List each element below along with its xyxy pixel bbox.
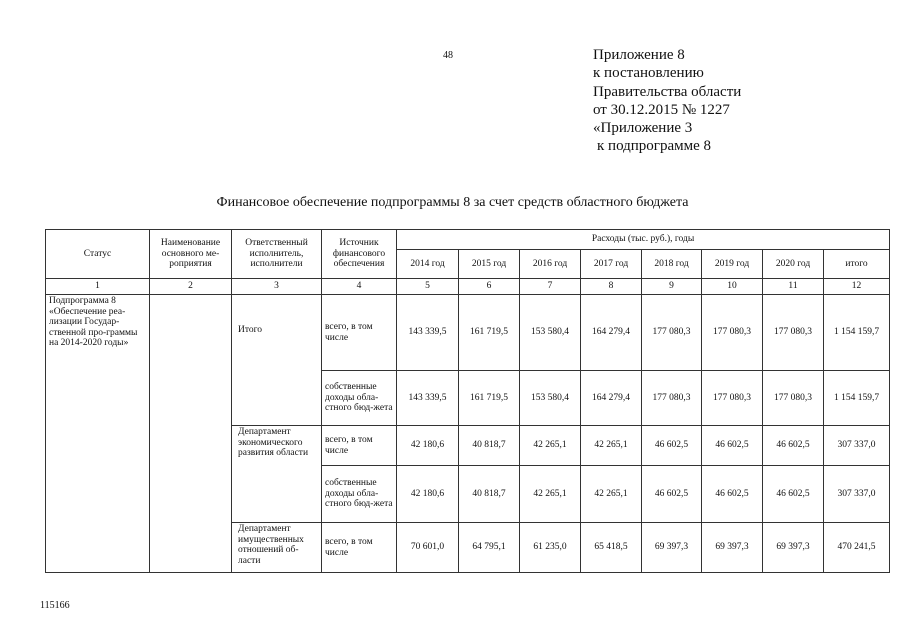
value-cell: 46 602,5 <box>702 466 763 523</box>
value-cell: 64 795,1 <box>459 523 520 573</box>
status-cell: Подпрограмма 8 «Обеспечение реа-лизации Государ-ственной про-граммы на 2014-2020 годы» <box>46 295 150 573</box>
value-cell: 46 602,5 <box>702 426 763 466</box>
value-cell: 177 080,3 <box>702 371 763 426</box>
financing-table <box>45 229 890 573</box>
header-responsible: Ответственный исполнитель, исполнители <box>232 230 322 279</box>
column-number: 5 <box>397 279 459 295</box>
value-cell: 46 602,5 <box>642 426 702 466</box>
column-number: 3 <box>232 279 322 295</box>
table-row <box>46 295 890 371</box>
appendix-line: к постановлению <box>593 65 704 82</box>
measure-cell <box>150 295 232 573</box>
value-cell: 46 602,5 <box>763 426 824 466</box>
header-total: итого <box>824 250 890 279</box>
total-cell: 470 241,5 <box>824 523 890 573</box>
header-measure: Наименование основного ме-роприятия <box>150 230 232 279</box>
column-number-row <box>46 279 890 295</box>
value-cell: 40 818,7 <box>459 426 520 466</box>
column-number: 10 <box>702 279 763 295</box>
column-number: 7 <box>520 279 581 295</box>
value-cell: 46 602,5 <box>642 466 702 523</box>
column-number: 4 <box>322 279 397 295</box>
header-source: Источник финансового обеспечения <box>322 230 397 279</box>
value-cell: 153 580,4 <box>520 295 581 371</box>
column-number: 9 <box>642 279 702 295</box>
appendix-line: Приложение 8 <box>593 47 685 63</box>
value-cell: 42 265,1 <box>520 426 581 466</box>
appendix-line: к подпрограмме 8 <box>597 138 711 155</box>
responsible-cell: Департамент экономического развития области <box>232 426 322 523</box>
value-cell: 69 397,3 <box>763 523 824 573</box>
value-cell: 177 080,3 <box>642 295 702 371</box>
source-cell: собственные доходы обла-стного бюд-жета <box>322 371 397 426</box>
value-cell: 143 339,5 <box>397 371 459 426</box>
header-year: 2019 год <box>702 250 763 279</box>
value-cell: 177 080,3 <box>763 295 824 371</box>
document-code: 115166 <box>40 600 70 611</box>
header-status: Статус <box>46 230 150 279</box>
value-cell: 61 235,0 <box>520 523 581 573</box>
total-cell: 307 337,0 <box>824 426 890 466</box>
value-cell: 161 719,5 <box>459 295 520 371</box>
value-cell: 42 265,1 <box>520 466 581 523</box>
appendix-line: Правительства области <box>593 83 742 100</box>
value-cell: 164 279,4 <box>581 371 642 426</box>
value-cell: 177 080,3 <box>642 371 702 426</box>
column-number: 11 <box>763 279 824 295</box>
column-number: 12 <box>824 279 890 295</box>
column-number: 8 <box>581 279 642 295</box>
total-cell: 307 337,0 <box>824 466 890 523</box>
appendix-header <box>593 46 741 156</box>
value-cell: 42 265,1 <box>581 426 642 466</box>
source-cell: собственные доходы обла-стного бюд-жета <box>322 466 397 523</box>
value-cell: 177 080,3 <box>702 295 763 371</box>
appendix-line: от 30.12.2015 № 1227 <box>593 101 730 118</box>
value-cell: 143 339,5 <box>397 295 459 371</box>
value-cell: 65 418,5 <box>581 523 642 573</box>
value-cell: 42 180,6 <box>397 426 459 466</box>
document-title-text: Финансовое обеспечение подпрограммы 8 за счет средств областного бюджета <box>216 195 689 210</box>
source-cell: всего, в том числе <box>322 295 397 371</box>
value-cell: 164 279,4 <box>581 295 642 371</box>
value-cell: 69 397,3 <box>642 523 702 573</box>
header-year: 2016 год <box>520 250 581 279</box>
column-number: 1 <box>46 279 150 295</box>
appendix-line: «Приложение 3 <box>593 120 693 137</box>
total-cell: 1 154 159,7 <box>824 295 890 371</box>
value-cell: 42 180,6 <box>397 466 459 523</box>
header-year: 2020 год <box>763 250 824 279</box>
value-cell: 40 818,7 <box>459 466 520 523</box>
header-expenses: Расходы (тыс. руб.), годы <box>397 230 890 250</box>
value-cell: 42 265,1 <box>581 466 642 523</box>
value-cell: 177 080,3 <box>763 371 824 426</box>
page-number: 48 <box>443 50 453 61</box>
header-year: 2017 год <box>581 250 642 279</box>
value-cell: 161 719,5 <box>459 371 520 426</box>
value-cell: 46 602,5 <box>763 466 824 523</box>
header-year: 2014 год <box>397 250 459 279</box>
value-cell: 153 580,4 <box>520 371 581 426</box>
column-number: 2 <box>150 279 232 295</box>
value-cell: 69 397,3 <box>702 523 763 573</box>
responsible-cell: Департамент имущественных отношений об-ласти <box>232 523 322 573</box>
header-year: 2015 год <box>459 250 520 279</box>
source-cell: всего, в том числе <box>322 426 397 466</box>
document-title <box>0 195 905 211</box>
source-cell: всего, в том числе <box>322 523 397 573</box>
responsible-cell: Итого <box>232 295 322 426</box>
column-number: 6 <box>459 279 520 295</box>
total-cell: 1 154 159,7 <box>824 371 890 426</box>
value-cell: 70 601,0 <box>397 523 459 573</box>
header-year: 2018 год <box>642 250 702 279</box>
